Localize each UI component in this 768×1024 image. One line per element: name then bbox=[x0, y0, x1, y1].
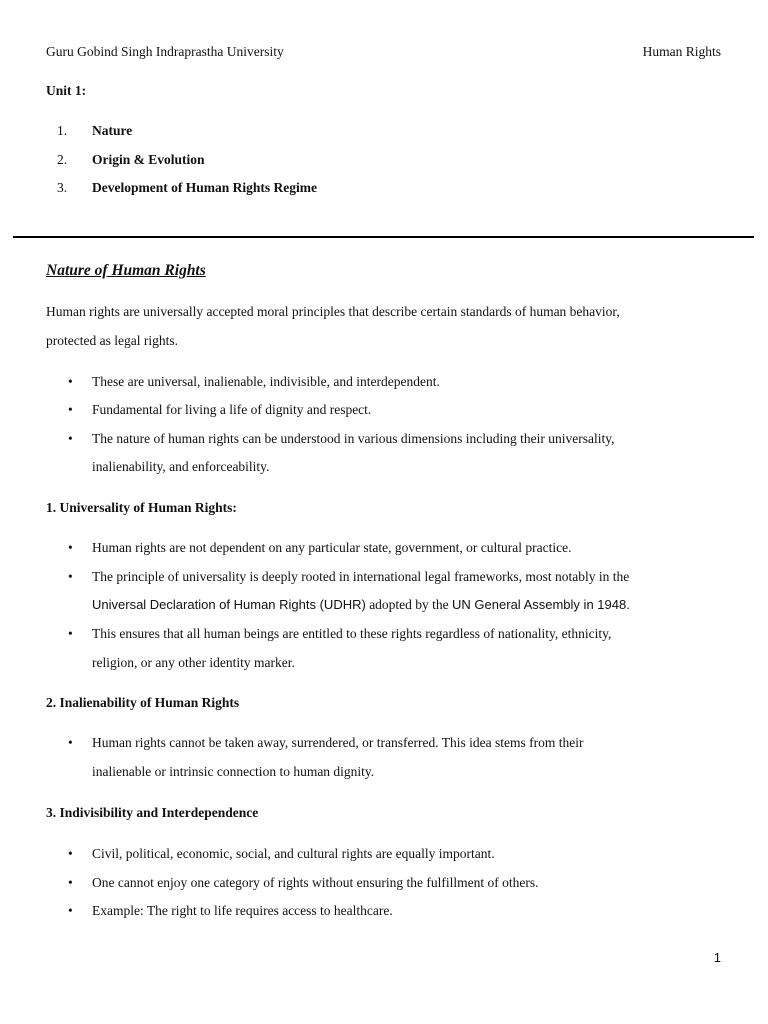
topic-item: Origin & Evolution bbox=[92, 152, 205, 167]
topic-number: 2. bbox=[57, 152, 68, 167]
header-university: Guru Gobind Singh Indraprastha University bbox=[46, 44, 284, 59]
bullet-icon: • bbox=[68, 569, 73, 584]
header-subject: Human Rights bbox=[642, 44, 721, 59]
horizontal-divider bbox=[13, 236, 754, 238]
inline-text: adopted by the bbox=[365, 597, 453, 612]
bullet-icon: • bbox=[68, 540, 73, 555]
topic-number: 1. bbox=[57, 123, 68, 138]
list-item-continuation: inalienability, and enforceability. bbox=[92, 459, 270, 474]
year-reference: 1948 bbox=[597, 597, 627, 612]
inline-text: . bbox=[626, 597, 630, 612]
list-item: The nature of human rights can be understood in various dimensions including their universality, bbox=[92, 431, 615, 446]
list-item: Fundamental for living a life of dignity and respect. bbox=[92, 402, 372, 417]
topic-item: Development of Human Rights Regime bbox=[92, 180, 317, 195]
topic-item: Nature bbox=[92, 123, 133, 138]
section-title: Nature of Human Rights bbox=[46, 262, 206, 279]
list-item: This ensures that all human beings are entitled to these rights regardless of nationality, ethnicity, bbox=[92, 626, 612, 641]
intro-paragraph-line: protected as legal rights. bbox=[46, 333, 178, 348]
list-item: Example: The right to life requires access to healthcare. bbox=[92, 903, 393, 918]
universality-heading: 1. Universality of Human Rights: bbox=[46, 500, 237, 515]
inline-text: in bbox=[579, 597, 598, 612]
list-item: One cannot enjoy one category of rights without ensuring the fulfillment of others. bbox=[92, 875, 539, 890]
bullet-icon: • bbox=[68, 875, 73, 890]
indivisibility-heading: 3. Indivisibility and Interdependence bbox=[46, 805, 259, 820]
bullet-icon: • bbox=[68, 374, 73, 389]
bullet-icon: • bbox=[68, 735, 73, 750]
page-number: 1 bbox=[713, 950, 721, 965]
list-item: Human rights are not dependent on any particular state, government, or cultural practice. bbox=[92, 540, 572, 555]
list-item: These are universal, inalienable, indivisible, and interdependent. bbox=[92, 374, 440, 389]
list-item-continuation: religion, or any other identity marker. bbox=[92, 655, 295, 670]
bullet-icon: • bbox=[68, 903, 73, 918]
unit-title: Unit 1: bbox=[46, 83, 87, 98]
list-item: The principle of universality is deeply rooted in international legal frameworks, most notably in the bbox=[92, 569, 630, 584]
topic-number: 3. bbox=[57, 180, 68, 195]
inalienability-heading: 2. Inalienability of Human Rights bbox=[46, 695, 240, 710]
list-item-continuation: inalienable or intrinsic connection to human dignity. bbox=[92, 764, 375, 779]
list-item: Civil, political, economic, social, and cultural rights are equally important. bbox=[92, 846, 495, 861]
bullet-icon: • bbox=[68, 402, 73, 417]
bullet-icon: • bbox=[68, 431, 73, 446]
unga-reference: UN General Assembly bbox=[452, 597, 580, 612]
udhr-reference: Universal Declaration of Human Rights (UDHR) bbox=[92, 597, 366, 612]
list-item-continuation bbox=[92, 597, 630, 613]
intro-paragraph-line: Human rights are universally accepted moral principles that describe certain standards of human behavior, bbox=[46, 304, 620, 319]
list-item: Human rights cannot be taken away, surrendered, or transferred. This idea stems from their bbox=[92, 735, 584, 750]
bullet-icon: • bbox=[68, 626, 73, 641]
bullet-icon: • bbox=[68, 846, 73, 861]
